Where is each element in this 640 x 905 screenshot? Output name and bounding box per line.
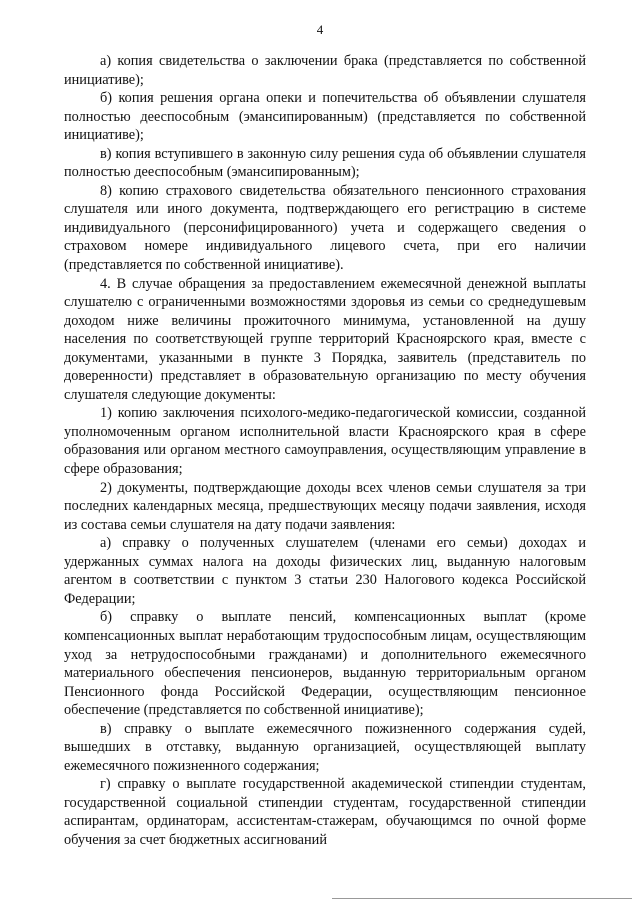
paragraph-4: 4. В случае обращения за предоставлением ежемесячной денежной выплаты слушателю с ограниченными возможностями здоровья из семьи со среднедушевым доходом ниже величины прожиточного минимума, установленной на душу населения по соответствующей группе территорий Красноярского края, вместе с документами, указанными в пункте 3 Порядка, заявитель (представитель по доверенности) представляет в образовательную организацию по месту обучения слушателя следующие документы: [64, 275, 586, 403]
paragraph-4-2: 2) документы, подтверждающие доходы всех членов семьи слушателя за три последних календарных месяца, предшествующих месяцу подачи заявления, исходя из состава семьи слушателя на дату подачи заявления: [64, 479, 586, 533]
paragraph-3-8: 8) копию страхового свидетельства обязательного пенсионного страхования слушателя или иного документа, подтверждающего его регистрацию в системе индивидуального (персонифицированного) учета и содержащего сведения о страховом номере индивидуального лицевого счета, при его наличии (представляется по собственной инициативе). [64, 182, 586, 274]
paragraph-3v: в) копия вступившего в законную силу решения суда об объявлении слушателя полностью дееспособным (эмансипированным); [64, 145, 586, 181]
paragraph-4-2a: а) справку о полученных слушателем (членами его семьи) доходах и удержанных суммах налога на доходы физических лиц, выданную налоговым агентом в соответствии с пунктом 3 статьи 230 Налогового кодекса Российской Федерации; [64, 535, 586, 607]
paragraph-3b: б) копия решения органа опеки и попечительства об объявлении слушателя полностью дееспособным (эмансипированным) (представляется по собственной инициативе); [64, 90, 586, 144]
paragraph-4-2v: в) справку о выплате ежемесячного пожизненного содержания судей, вышедших в отставку, выданную организацией, осуществляющей выплату ежемесячного пожизненного содержания; [64, 720, 586, 774]
page-number: 4 [316, 22, 324, 37]
paragraph-4-2g: г) справку о выплате государственной академической стипендии студентам, государственной социальной стипендии студентам, государственной стипендии аспирантам, ординаторам, ассистентам-стажерам, обучающимся по очной форме обучения за счет бюджетных ассигнований [64, 776, 586, 848]
paragraph-3a: а) копия свидетельства о заключении брака (представляется по собственной инициативе); [64, 53, 586, 88]
document-body [64, 52, 586, 850]
footer-rule [332, 898, 632, 899]
paragraph-4-2b: б) справку о выплате пенсий, компенсационных выплат (кроме компенсационных выплат неработающим трудоспособным лицам, осуществляющим уход за нетрудоспособными гражданами) и дополнительного ежемесячного материального обеспечения пенсионеров, выданную территориальным органом Пенсионного фонда Российской Федерации, осуществляющим пенсионное обеспечение (представляется по собственной инициативе); [64, 609, 586, 719]
paragraph-4-1: 1) копию заключения психолого-медико-педагогической комиссии, созданной уполномоченным органом исполнительной власти Красноярского края в сфере образования или органом местного самоуправления, осуществляющим управление в сфере образования; [64, 405, 586, 478]
